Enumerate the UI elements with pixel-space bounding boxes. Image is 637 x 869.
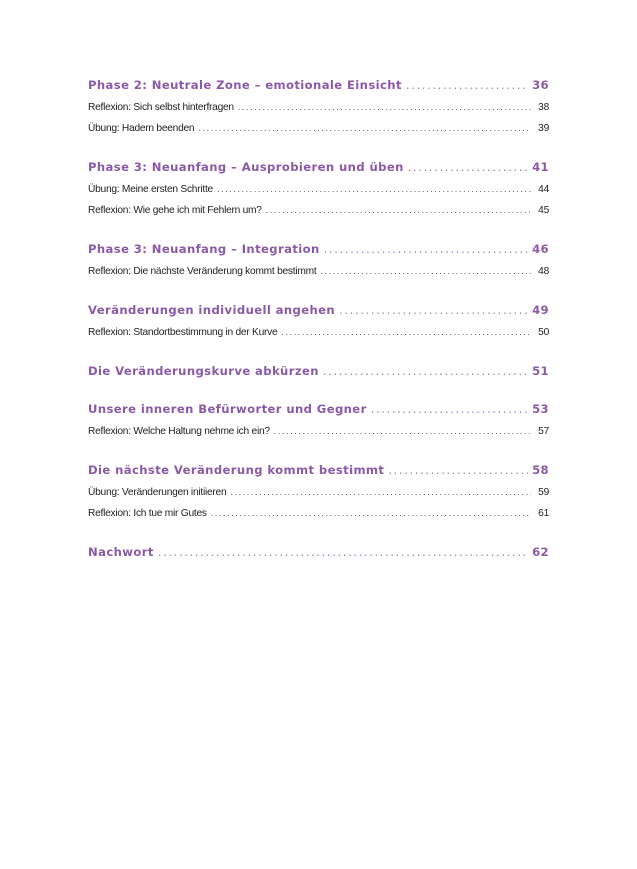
toc-page-number: 46 <box>532 242 549 256</box>
toc-page-number: 41 <box>532 160 549 174</box>
toc-subentry[interactable] <box>88 421 549 442</box>
toc-heading[interactable] <box>88 460 549 480</box>
toc-page-number: 58 <box>532 463 549 477</box>
toc-heading-title: Die nächste Veränderung kommt bestimmt <box>88 463 385 477</box>
toc-subentry-title: Reflexion: Sich selbst hinterfragen <box>88 102 234 113</box>
toc-heading-title: Veränderungen individuell angehen <box>88 303 336 317</box>
toc-subentry[interactable] <box>88 322 549 343</box>
toc-subentry[interactable] <box>88 200 549 221</box>
toc-subentry[interactable] <box>88 118 549 139</box>
toc-heading-title: Phase 3: Neuanfang – Ausprobieren und üben <box>88 160 404 174</box>
toc-leader-dots <box>406 75 528 95</box>
toc-page-number: 48 <box>538 266 549 277</box>
toc-heading[interactable] <box>88 239 549 259</box>
toc-subentry-title: Übung: Veränderungen initiieren <box>88 487 227 498</box>
toc-heading-title: Nachwort <box>88 545 154 559</box>
toc-leader-dots <box>274 421 531 442</box>
toc-leader-dots <box>339 300 528 320</box>
toc-leader-dots <box>230 482 531 503</box>
toc-leader-dots <box>371 399 528 419</box>
toc-leader-dots <box>408 157 528 177</box>
toc-page-number: 38 <box>538 102 549 113</box>
toc-subentry[interactable] <box>88 261 549 282</box>
toc-page-number: 45 <box>538 205 549 216</box>
toc-subentry-title: Reflexion: Ich tue mir Gutes <box>88 508 207 519</box>
toc-subentry[interactable] <box>88 503 549 524</box>
toc-page-number: 39 <box>538 123 549 134</box>
toc-page-number: 62 <box>532 545 549 559</box>
toc-page-number: 44 <box>538 184 549 195</box>
toc-heading-title: Unsere inneren Befürworter und Gegner <box>88 402 367 416</box>
toc-leader-dots <box>324 239 528 259</box>
toc-leader-dots <box>217 179 531 200</box>
toc-heading[interactable] <box>88 361 549 381</box>
toc-heading[interactable] <box>88 399 549 419</box>
toc-page-number: 61 <box>538 508 549 519</box>
toc-page-number: 49 <box>532 303 549 317</box>
toc-subentry-title: Reflexion: Die nächste Veränderung kommt bestimmt <box>88 266 317 277</box>
table-of-contents <box>88 75 549 562</box>
toc-leader-dots <box>281 322 531 343</box>
toc-page-number: 36 <box>532 78 549 92</box>
toc-leader-dots <box>238 97 531 118</box>
toc-heading-title: Phase 3: Neuanfang – Integration <box>88 242 320 256</box>
toc-leader-dots <box>158 542 528 562</box>
toc-subentry-title: Reflexion: Wie gehe ich mit Fehlern um? <box>88 205 262 216</box>
toc-leader-dots <box>198 118 531 139</box>
toc-heading[interactable] <box>88 300 549 320</box>
toc-subentry-title: Übung: Hadern beenden <box>88 123 195 134</box>
toc-heading[interactable] <box>88 542 549 562</box>
toc-leader-dots <box>320 261 531 282</box>
toc-heading-title: Die Veränderungskurve abkürzen <box>88 364 319 378</box>
toc-page-number: 50 <box>538 327 549 338</box>
toc-leader-dots <box>211 503 531 524</box>
toc-heading[interactable] <box>88 157 549 177</box>
toc-heading[interactable] <box>88 75 549 95</box>
toc-leader-dots <box>388 460 528 480</box>
toc-page-number: 59 <box>538 487 549 498</box>
toc-subentry[interactable] <box>88 97 549 118</box>
toc-subentry-title: Reflexion: Welche Haltung nehme ich ein? <box>88 426 270 437</box>
toc-page-number: 57 <box>538 426 549 437</box>
toc-subentry[interactable] <box>88 179 549 200</box>
toc-leader-dots <box>266 200 531 221</box>
toc-page-number: 51 <box>532 364 549 378</box>
toc-heading-title: Phase 2: Neutrale Zone – emotionale Einsicht <box>88 78 402 92</box>
toc-page-number: 53 <box>532 402 549 416</box>
toc-subentry-title: Übung: Meine ersten Schritte <box>88 184 213 195</box>
toc-subentry[interactable] <box>88 482 549 503</box>
toc-subentry-title: Reflexion: Standortbestimmung in der Kurve <box>88 327 278 338</box>
toc-leader-dots <box>323 361 528 381</box>
